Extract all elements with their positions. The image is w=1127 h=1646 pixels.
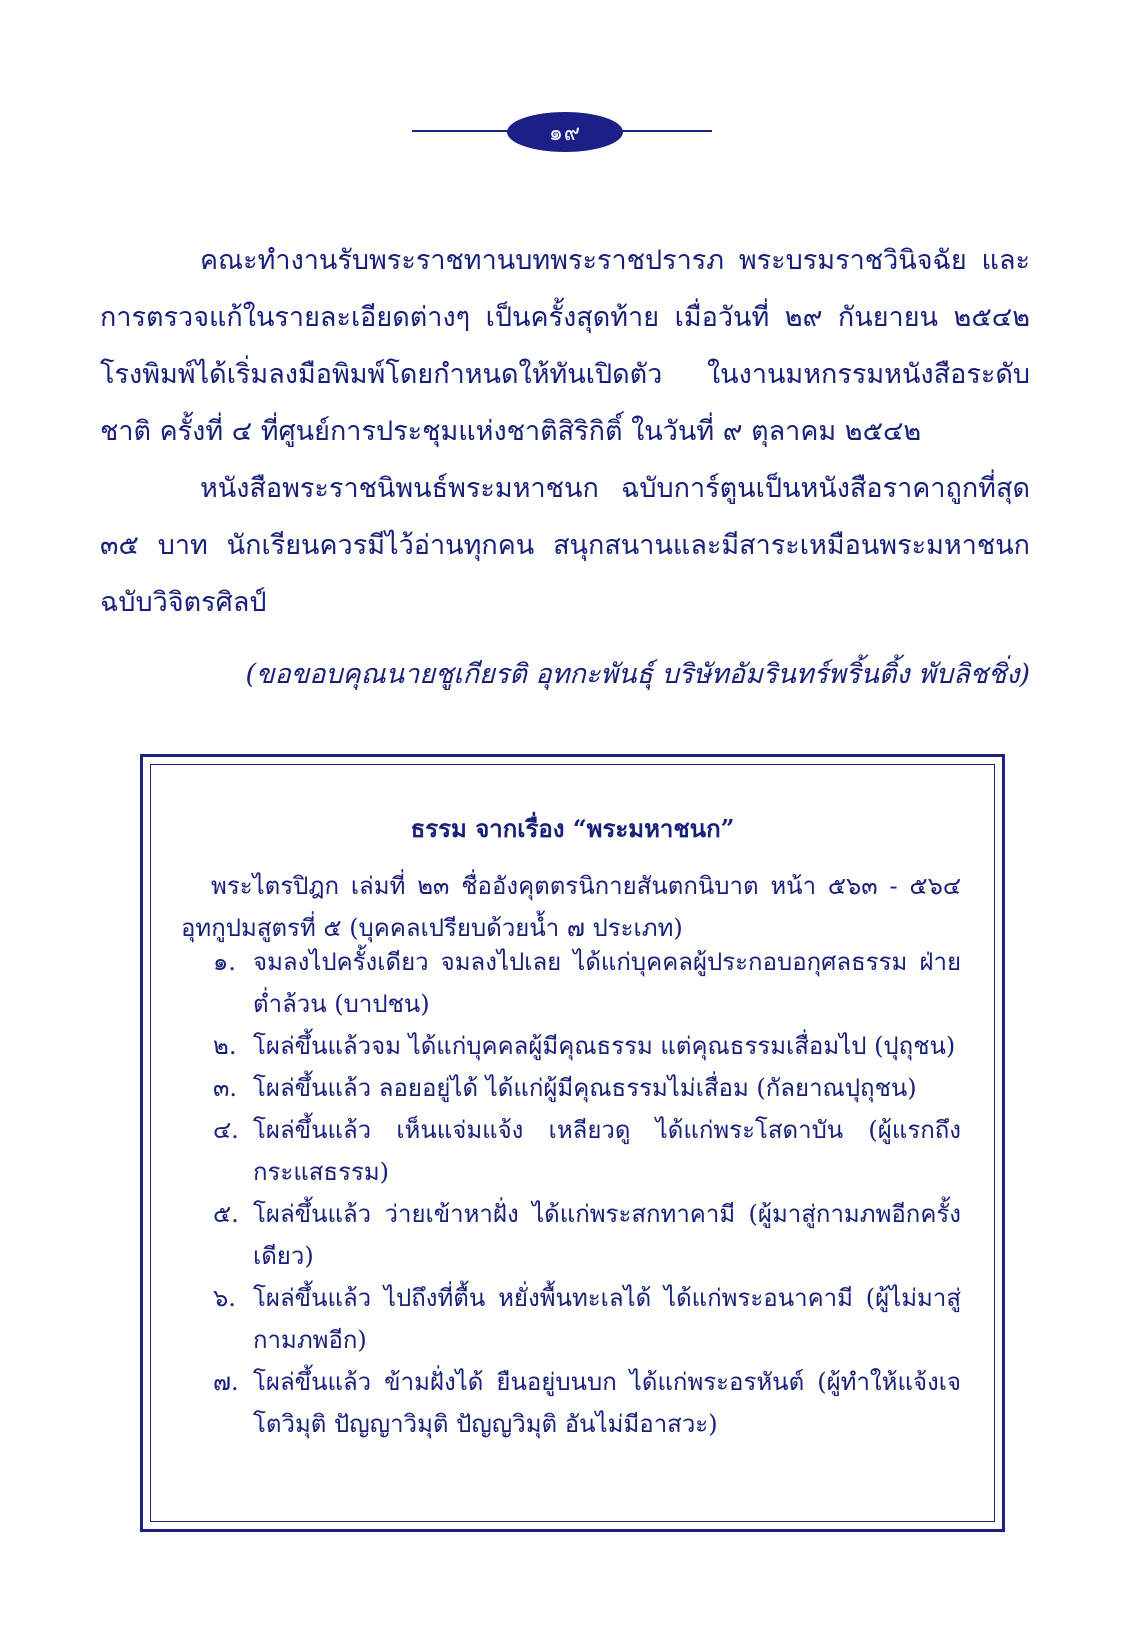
credit-line: (ขอขอบคุณนายชูเกียรติ อุทกะพันธุ์ บริษัทอัมรินทร์พริ้นติ้ง พับลิชชิ่ง) bbox=[245, 659, 1030, 690]
body-text bbox=[100, 232, 1030, 631]
list-item-text: โผล่ขึ้นแล้ว ลอยอยู่ได้ ได้แก่ผู้มีคุณธรรมไม่เสื่อม (กัลยาณปุถุชน) bbox=[253, 1074, 917, 1102]
page-number: ๑๙ bbox=[548, 120, 582, 146]
dhamma-list bbox=[213, 941, 961, 1445]
list-item-text: โผล่ขึ้นแล้วจม ได้แก่บุคคลผู้มีคุณธรรม แต่คุณธรรมเสื่อมไป (ปุถุชน) bbox=[253, 1032, 956, 1060]
list-item-number: ๗. bbox=[213, 1368, 239, 1396]
list-item bbox=[213, 1193, 961, 1277]
dhamma-box bbox=[140, 754, 1005, 1532]
box-title: ธรรม จากเรื่อง “พระมหาชนก” bbox=[410, 814, 735, 843]
box-intro-line-2: อุทกูปมสูตรที่ ๕ (บุคคลเปรียบด้วยน้ำ ๗ ประเภท) bbox=[181, 914, 683, 942]
box-intro bbox=[181, 865, 961, 949]
list-item bbox=[213, 1109, 961, 1193]
list-item bbox=[213, 1277, 961, 1361]
page-number-badge bbox=[507, 112, 623, 152]
list-item bbox=[213, 1361, 961, 1445]
list-item-number: ๒. bbox=[213, 1032, 237, 1060]
list-item-text: จมลงไปครั้งเดียว จมลงไปเลย ได้แก่บุคคลผู้ประกอบอกุศลธรรม ฝ่ายต่ำล้วน (บาปชน) bbox=[253, 948, 961, 1018]
list-item-number: ๑. bbox=[213, 948, 236, 976]
paragraph-2: หนังสือพระราชนิพนธ์พระมหาชนก ฉบับการ์ตูนเป็นหนังสือราคาถูกที่สุด ๓๕ บาท นักเรียนควรมีไว้อ่านทุกคน สนุกสนานและมีสาระเหมือนพระมหาชนก ฉบับวิจิตรศิลป์ bbox=[100, 473, 1030, 618]
box-intro-line-1: พระไตรปิฎก เล่มที่ ๒๓ ชื่ออังคุตตรนิกายสันตกนิบาต หน้า ๕๖๓ - ๕๖๔ bbox=[211, 872, 961, 900]
list-item bbox=[213, 1025, 961, 1067]
list-item bbox=[213, 941, 961, 1025]
list-item-number: ๔. bbox=[213, 1116, 239, 1144]
paragraph-1: คณะทำงานรับพระราชทานบทพระราชปรารภ พระบรมราชวินิจฉัย และการตรวจแก้ในรายละเอียดต่างๆ เป็นครั้งสุดท้าย เมื่อวันที่ ๒๙ กันยายน ๒๕๔๒ โรงพิมพ์ได้เริ่มลงมือพิมพ์โดยกำหนดให้ทันเปิดตัว ในงานมหกรรมหนังสือระดับชาติ ครั้งที่ ๔ ที่ศูนย์การประชุมแห่งชาติสิริกิติ์ ในวันที่ ๙ ตุลาคม ๒๕๔๒ bbox=[100, 245, 1030, 447]
list-item-number: ๕. bbox=[213, 1200, 239, 1228]
list-item-text: โผล่ขึ้นแล้ว ว่ายเข้าหาฝั่ง ได้แก่พระสกทาคามี (ผู้มาสู่กามภพอีกครั้งเดียว) bbox=[253, 1200, 961, 1270]
list-item-number: ๖. bbox=[213, 1284, 236, 1312]
list-item-text: โผล่ขึ้นแล้ว ไปถึงที่ตื้น หยั่งพื้นทะเลได้ ได้แก่พระอนาคามี (ผู้ไม่มาสู่กามภพอีก) bbox=[253, 1284, 961, 1354]
list-item bbox=[213, 1067, 961, 1109]
list-item-text: โผล่ขึ้นแล้ว เห็นแจ่มแจ้ง เหลียวดู ได้แก่พระโสดาบัน (ผู้แรกถึงกระแสธรรม) bbox=[253, 1116, 961, 1186]
list-item-number: ๓. bbox=[213, 1074, 238, 1102]
list-item-text: โผล่ขึ้นแล้ว ข้ามฝั่งได้ ยืนอยู่บนบก ได้แก่พระอรหันต์ (ผู้ทำให้แจ้งเจโตวิมุติ ปัญญาวิมุติ ปัญญวิมุติ อันไม่มีอาสวะ) bbox=[253, 1368, 961, 1438]
